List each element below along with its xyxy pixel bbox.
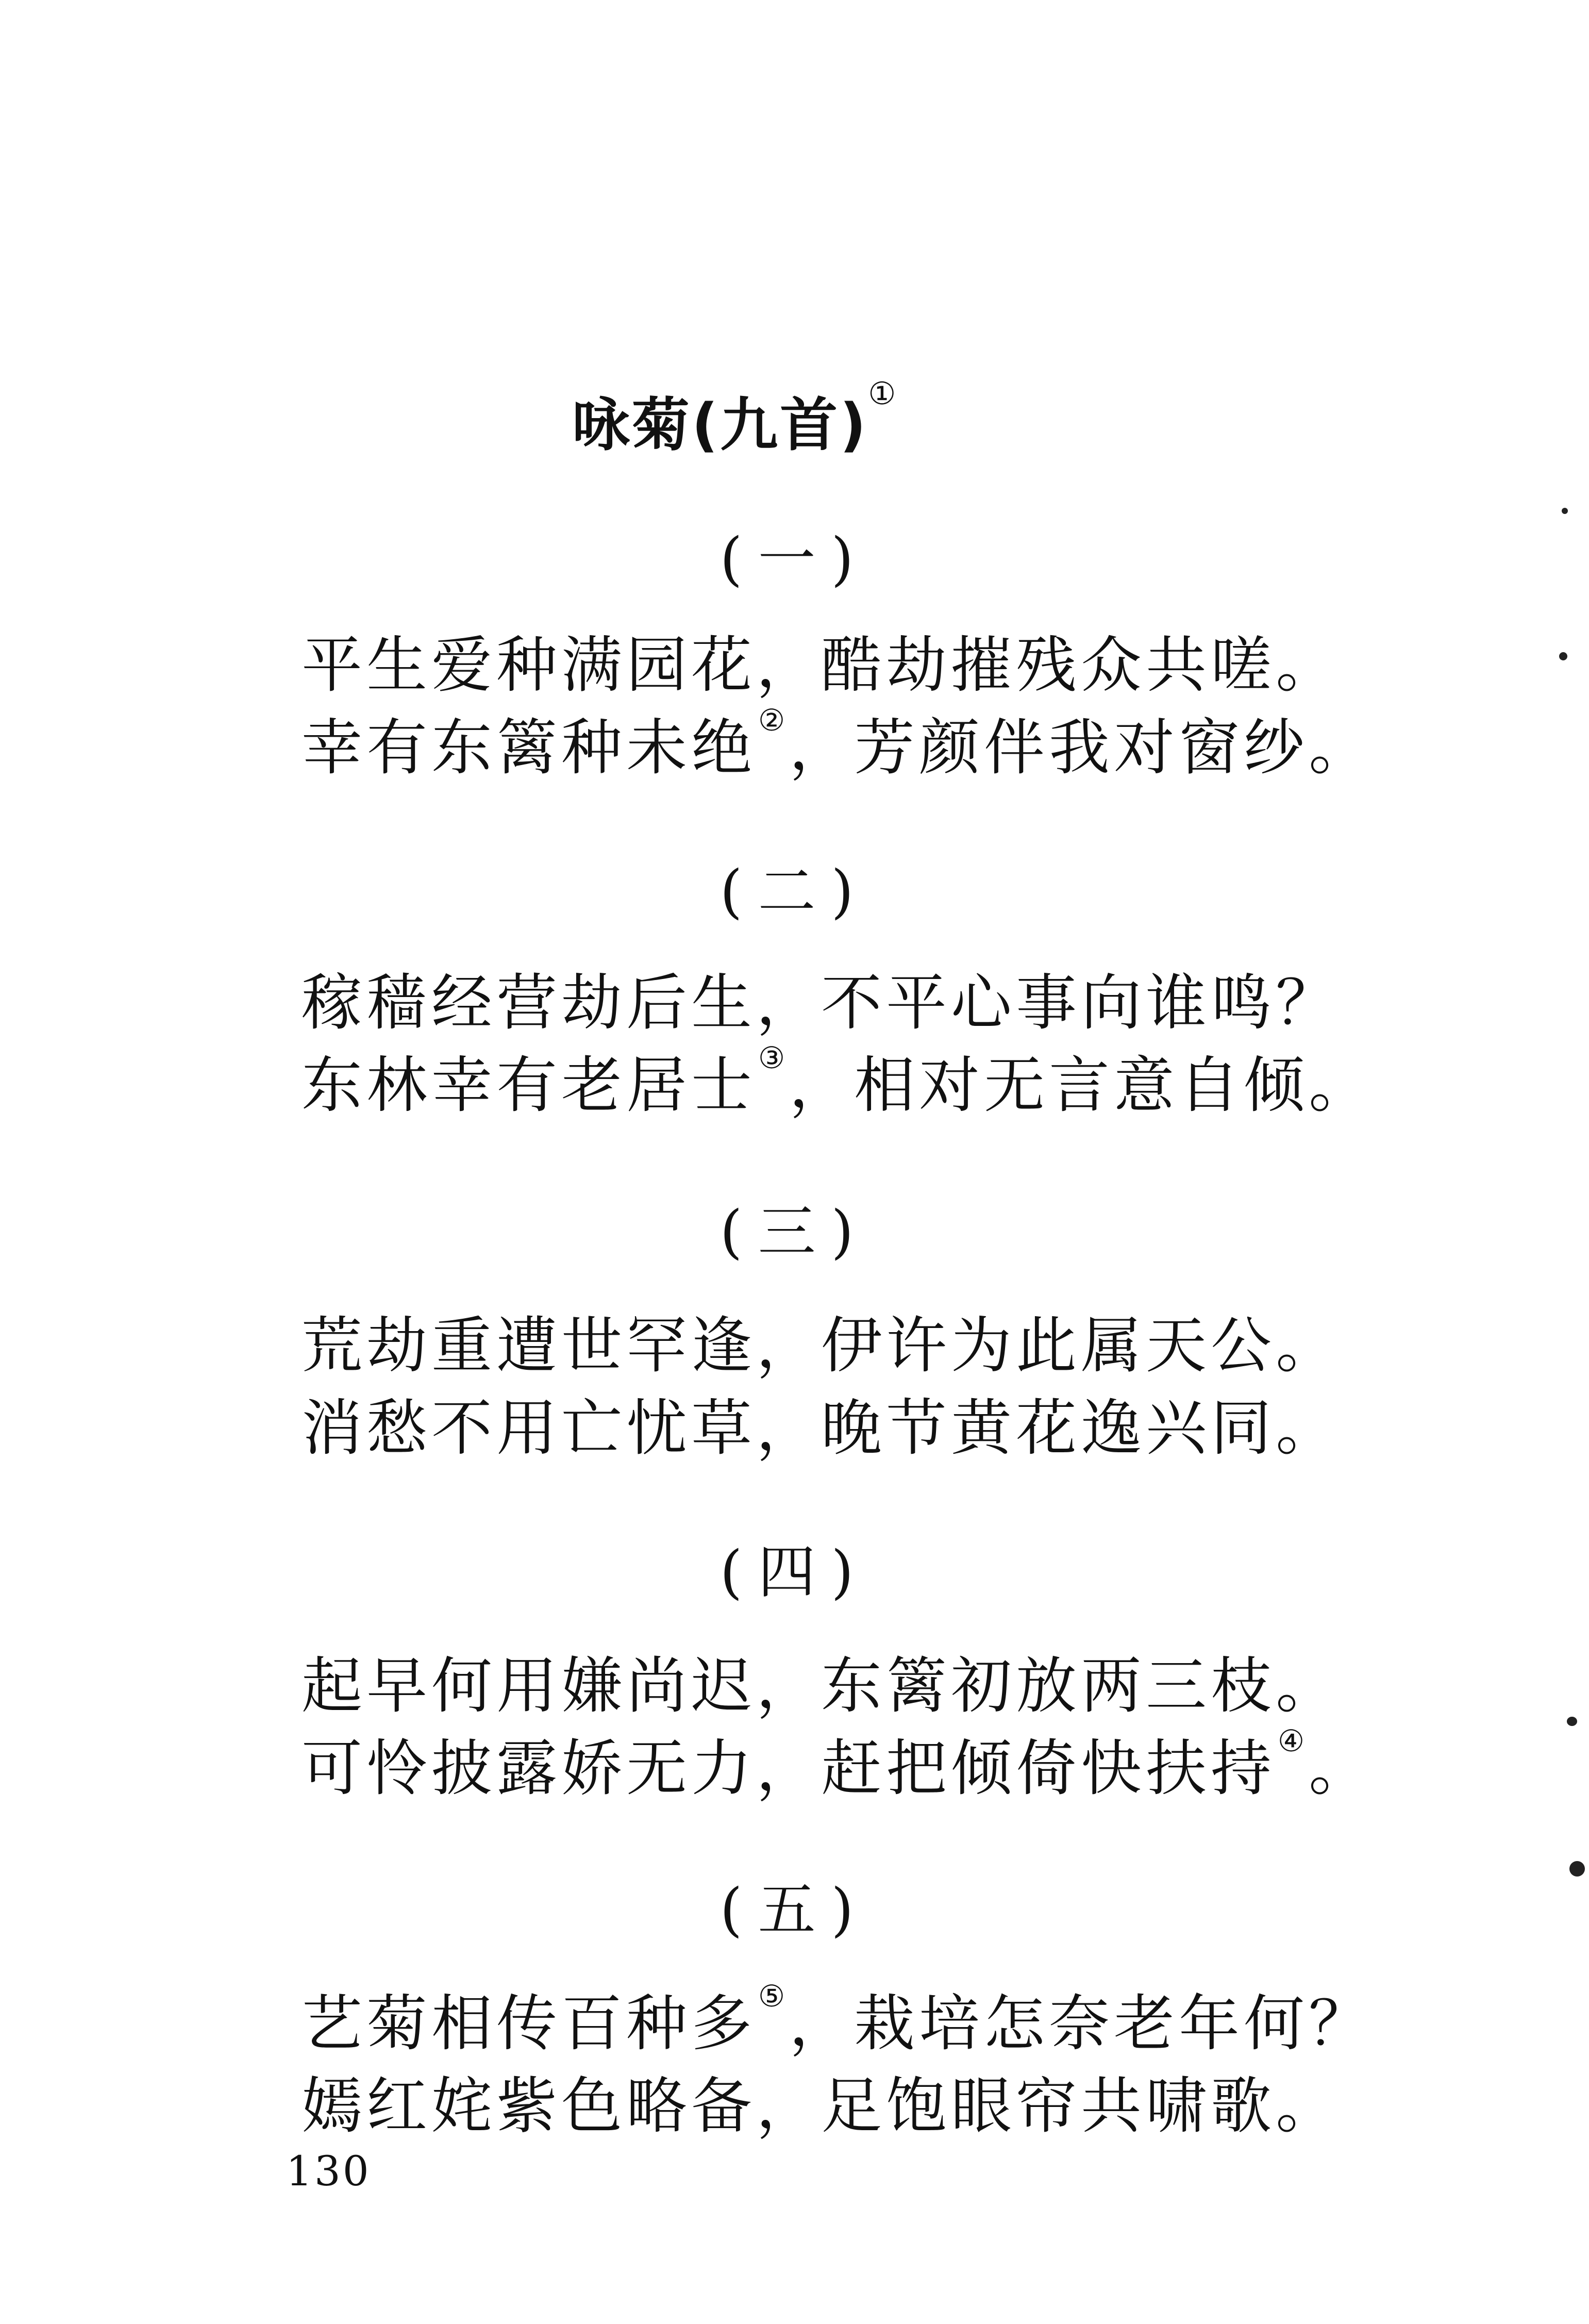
verse-line: 嫣红姹紫色略备，足饱眼帘共啸歌。 bbox=[302, 2070, 1341, 2142]
scan-speck bbox=[1567, 1717, 1577, 1726]
verse-line bbox=[302, 1719, 1374, 1807]
verse-text: ，芳颜伴我对窗纱。 bbox=[789, 712, 1374, 783]
poem-title-text: 咏菊(九首) bbox=[572, 392, 868, 459]
verse-line: 起早何用嫌尚迟，东篱初放两三枝。 bbox=[302, 1650, 1341, 1721]
section-heading-1: (一) bbox=[720, 526, 869, 593]
verse-line bbox=[302, 699, 1374, 786]
poem-title bbox=[572, 376, 898, 462]
verse-text: 可怜披露娇无力，赶把倾倚快扶持 bbox=[302, 1733, 1276, 1804]
verse-text: 东林幸有老居士 bbox=[302, 1050, 757, 1121]
verse-line: 平生爱种满园花，酷劫摧残众共嗟。 bbox=[302, 629, 1341, 701]
footnote-marker: ④ bbox=[1278, 1723, 1309, 1758]
scan-speck bbox=[1559, 652, 1567, 660]
footnote-marker: ② bbox=[758, 703, 790, 738]
section-heading-2: (二) bbox=[720, 858, 869, 925]
verse-line: 荒劫重遭世罕逢，伊许为此属天公。 bbox=[302, 1310, 1341, 1381]
page-number: 130 bbox=[286, 2147, 371, 2195]
verse-text: ，相对无言意自倾。 bbox=[789, 1050, 1374, 1121]
verse-text: 。 bbox=[1309, 1733, 1374, 1804]
verse-text: ，栽培怎奈老年何？ bbox=[789, 1988, 1374, 2059]
verse-text: 幸有东篱种未绝 bbox=[302, 712, 757, 783]
section-heading-3: (三) bbox=[720, 1199, 869, 1266]
verse-line bbox=[302, 1036, 1374, 1124]
section-heading-4: (四) bbox=[720, 1539, 869, 1606]
footnote-marker: ⑤ bbox=[758, 1979, 790, 2014]
title-footnote-marker: ① bbox=[868, 376, 898, 412]
verse-text: 艺菊相传百种多 bbox=[302, 1988, 757, 2059]
scan-speck bbox=[1569, 1861, 1585, 1877]
scan-speck bbox=[1562, 508, 1568, 514]
footnote-marker: ③ bbox=[758, 1040, 790, 1075]
verse-line: 消愁不用亡忧草，晚节黄花逸兴同。 bbox=[302, 1392, 1341, 1464]
section-heading-5: (五) bbox=[720, 1877, 869, 1944]
verse-line: 稼穑经营劫后生，不平心事向谁鸣？ bbox=[302, 967, 1341, 1038]
verse-line bbox=[302, 1974, 1374, 2062]
